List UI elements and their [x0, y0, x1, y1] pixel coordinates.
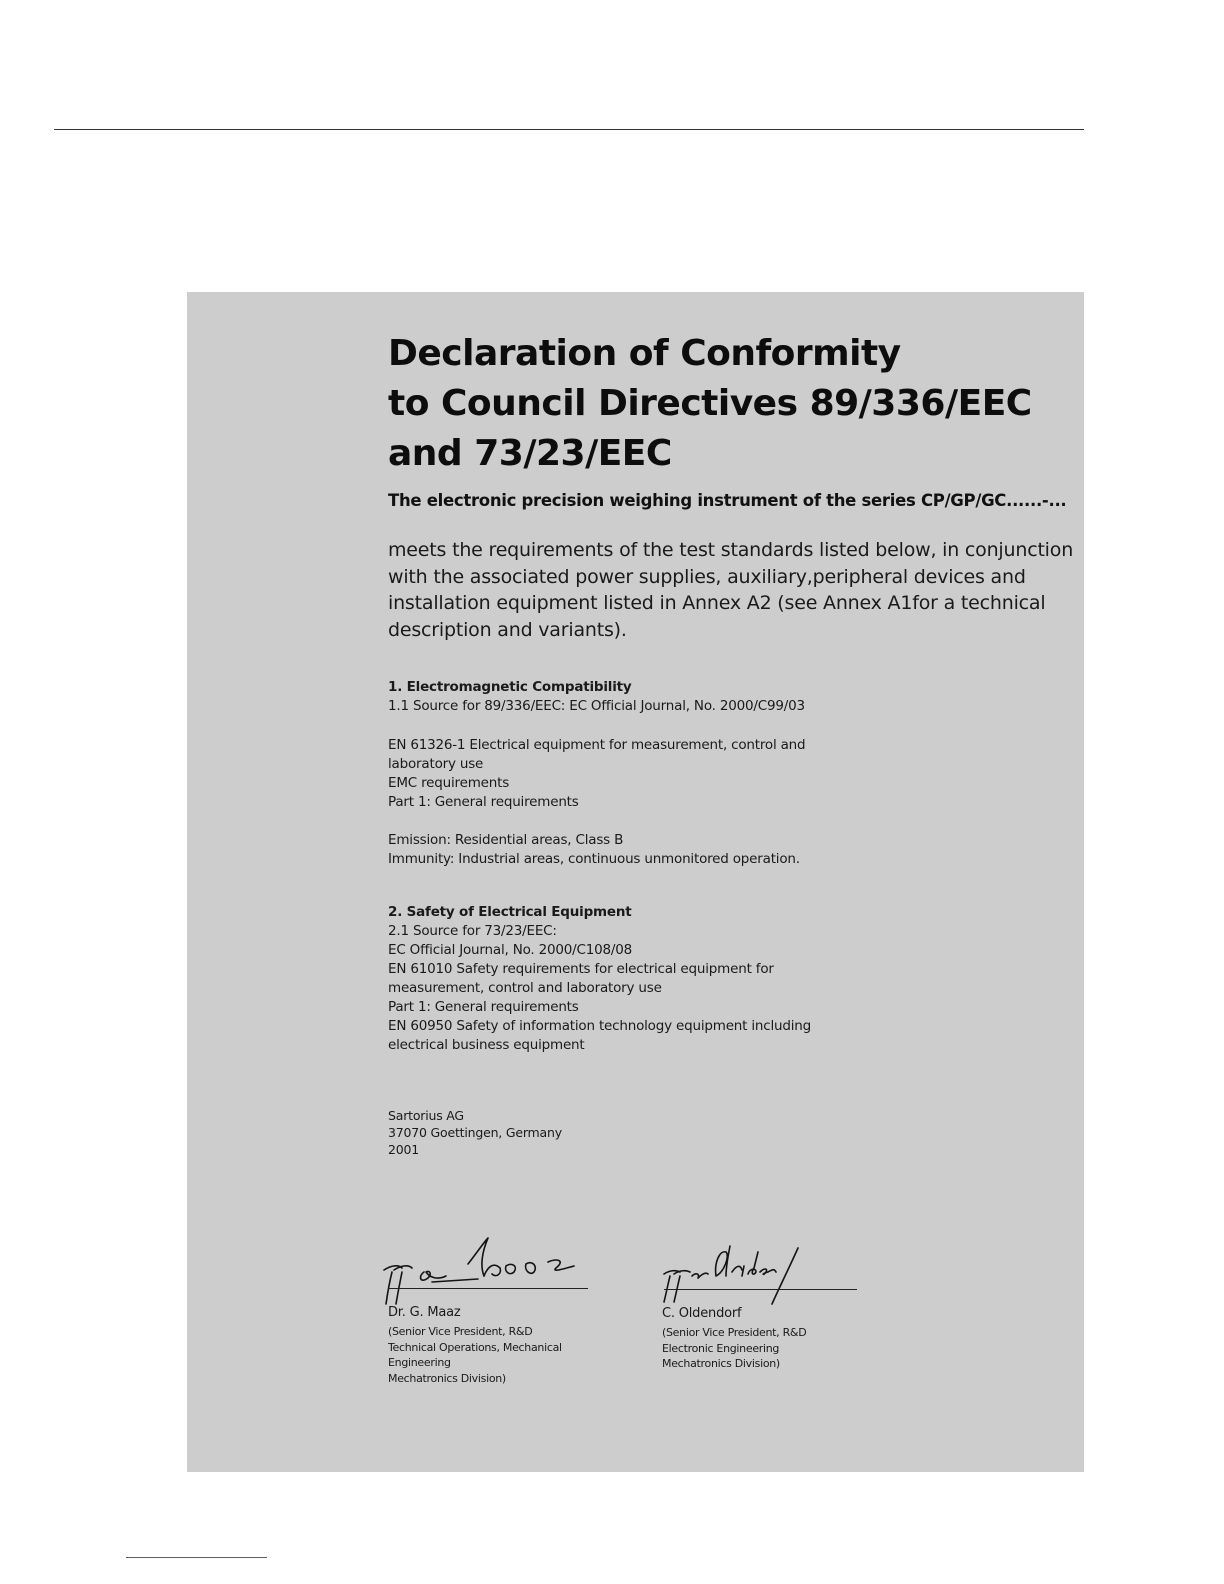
intro-line: installation equipment listed in Annex A2 (see Annex A1for a technical — [388, 592, 1046, 614]
standard-line: EN 61010 Safety requirements for electrical equipment for — [388, 961, 774, 977]
issuer-line: 37070 Goettingen, Germany — [388, 1125, 562, 1140]
section-source — [388, 922, 632, 960]
section-heading: 2. Safety of Electrical Equipment — [388, 904, 632, 920]
signatory-title — [388, 1324, 562, 1386]
intro-paragraph — [388, 537, 1074, 643]
standard-line: Part 1: General requirements — [388, 999, 579, 1015]
signatory-title-line: (Senior Vice President, R&D — [662, 1326, 807, 1339]
standard-line: electrical business equipment — [388, 1037, 585, 1053]
section-emc-header — [388, 678, 805, 716]
footer-rule — [126, 1557, 267, 1558]
section-safety-standards — [388, 960, 811, 1055]
standard-line: laboratory use — [388, 756, 484, 772]
section-source: 1.1 Source for 89/336/EEC: EC Official Journal, No. 2000/C99/03 — [388, 698, 805, 714]
title-line: Declaration of Conformity — [388, 333, 901, 374]
issuer-address — [388, 1107, 562, 1158]
section-heading: 1. Electromagnetic Compatibility — [388, 679, 632, 695]
standard-line: EMC requirements — [388, 775, 510, 791]
section-emc-standard — [388, 736, 805, 812]
section-emc-classes — [388, 831, 800, 869]
signatory-title-line: (Senior Vice President, R&D — [388, 1325, 533, 1338]
class-line: Immunity: Industrial areas, continuous unmonitored operation. — [388, 851, 800, 867]
signatory-title-line: Mechatronics Division) — [662, 1357, 780, 1370]
standard-line: EN 60950 Safety of information technology equipment including — [388, 1018, 812, 1034]
class-line: Emission: Residential areas, Class B — [388, 832, 624, 848]
issuer-line: Sartorius AG — [388, 1108, 464, 1123]
standard-line: Part 1: General requirements — [388, 794, 579, 810]
source-value: EC Official Journal, No. 2000/C108/08 — [388, 942, 633, 958]
signature-line-maaz — [388, 1288, 588, 1289]
header-rule — [54, 129, 1084, 130]
signatory-title-line: Technical Operations, Mechanical — [388, 1340, 562, 1354]
signatory-title-line: Electronic Engineering — [662, 1341, 780, 1355]
standard-line: EN 61326-1 Electrical equipment for measurement, control and — [388, 737, 806, 753]
title-line: and 73/23/EEC — [388, 433, 672, 474]
intro-line: with the associated power supplies, auxiliary,peripheral devices and — [388, 565, 1026, 588]
signatory-title — [662, 1325, 806, 1372]
intro-line: description and variants). — [388, 618, 627, 641]
signature-oldendorf-image — [660, 1242, 860, 1308]
signatory-title-line: Mechatronics Division) — [388, 1371, 506, 1385]
signature-maaz-image — [380, 1232, 600, 1312]
instrument-subtitle: The electronic precision weighing instrument of the series CP/GP/GC......-... — [388, 491, 1067, 510]
standard-line: measurement, control and laboratory use — [388, 980, 662, 996]
signature-line-oldendorf — [664, 1289, 857, 1290]
signatory-name: C. Oldendorf — [662, 1306, 742, 1321]
signatory-title-line: Engineering — [388, 1356, 451, 1369]
section-safety-header — [388, 903, 632, 960]
issuer-line: 2001 — [388, 1142, 420, 1157]
signatory-name: Dr. G. Maaz — [388, 1305, 461, 1320]
declaration-title — [388, 329, 1078, 479]
source-label: 2.1 Source for 73/23/EEC: — [388, 923, 557, 939]
title-line: to Council Directives 89/336/EEC — [388, 383, 1032, 424]
intro-line: meets the requirements of the test standards listed below, in conjunction — [388, 539, 1074, 561]
